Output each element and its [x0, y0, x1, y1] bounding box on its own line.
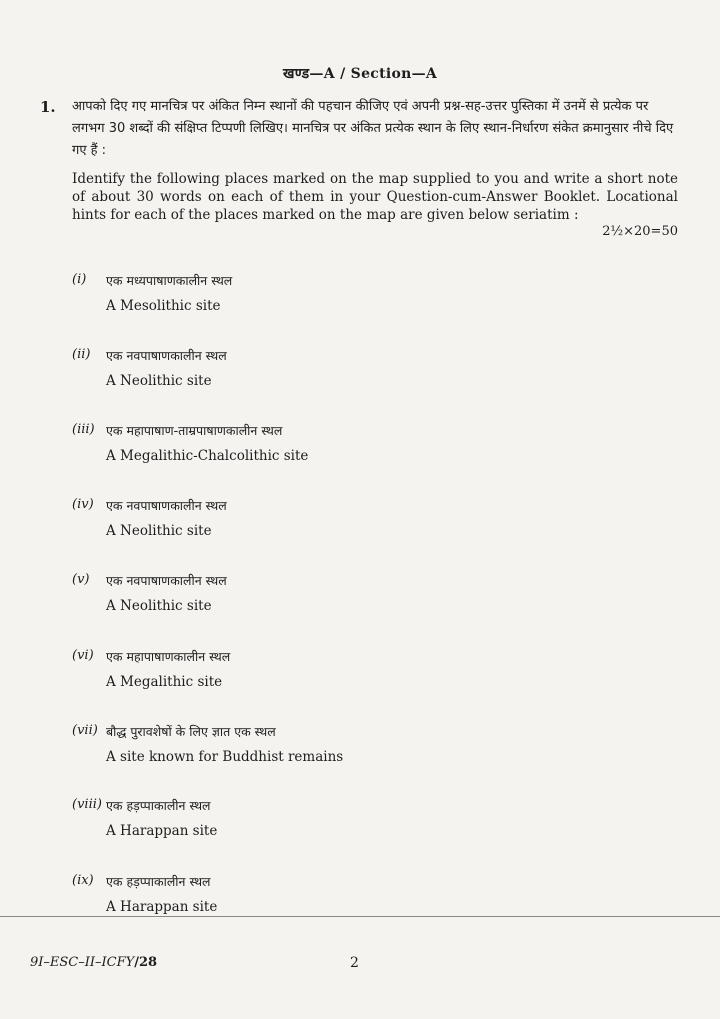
section-title: खण्ड—A / Section—A	[282, 66, 438, 82]
item-english: A Harappan site	[106, 899, 218, 915]
question-english-instructions: Identify the following places marked on the map supplied to you and write a short note of about 30 words on each of them in your Question-cum-Answer Booklet. Locational hints for each of the places marked on the map are given below seriatim :	[72, 171, 678, 223]
item-hindi: एक महापाषाणकालीन स्थल	[106, 649, 231, 664]
item-number: (i)	[72, 272, 87, 287]
item-hindi: एक महापाषाण-ताम्रपाषाणकालीन स्थल	[106, 423, 283, 438]
item-number: (viii)	[72, 797, 102, 812]
item-number: (iii)	[72, 422, 95, 437]
question-number: 1.	[40, 98, 56, 116]
item-number: (v)	[72, 572, 90, 587]
item-english: A Neolithic site	[106, 523, 212, 539]
item-hindi: एक हड़प्पाकालीन स्थल	[106, 874, 211, 889]
item-hindi: बौद्ध पुरावशेषों के लिए ज्ञात एक स्थल	[106, 724, 276, 739]
footer-divider	[0, 916, 720, 917]
item-english: A Mesolithic site	[106, 298, 221, 314]
page-number: 2	[350, 955, 359, 971]
paper-code-suffix: /28	[134, 955, 158, 970]
item-number: (ix)	[72, 873, 94, 888]
item-number: (ii)	[72, 347, 91, 362]
item-hindi: एक मध्यपाषाणकालीन स्थल	[106, 273, 233, 288]
item-english: A site known for Buddhist remains	[106, 749, 344, 765]
item-english: A Megalithic-Chalcolithic site	[106, 448, 309, 464]
item-number: (iv)	[72, 497, 94, 512]
item-hindi: एक नवपाषाणकालीन स्थल	[106, 498, 227, 513]
item-number: (vii)	[72, 723, 98, 738]
item-hindi: एक हड़प्पाकालीन स्थल	[106, 798, 211, 813]
question-hindi-instructions: आपको दिए गए मानचित्र पर अंकित निम्न स्थानों की पहचान कीजिए एवं अपनी प्रश्न-सह-उत्तर पुस्तिका में उनमें से प्रत्येक पर लगभग 30 शब्दों की संक्षिप्त टिप्पणी लिखिए। मानचित्र पर अंकित प्रत्येक स्थान के लिए स्थान-निर्धारण संकेत क्रमानुसार नीचे दिए गए हैं :	[72, 99, 674, 158]
item-number: (vi)	[72, 648, 94, 663]
item-hindi: एक नवपाषाणकालीन स्थल	[106, 348, 227, 363]
paper-code-text: 9I–ESC–II–ICFY	[30, 955, 135, 970]
item-english: A Harappan site	[106, 823, 218, 839]
item-english: A Megalithic site	[106, 674, 223, 690]
marks-allocation: 2½×20=50	[602, 224, 678, 239]
paper-code	[30, 955, 157, 970]
item-english: A Neolithic site	[106, 373, 212, 389]
item-hindi: एक नवपाषाणकालीन स्थल	[106, 573, 227, 588]
item-english: A Neolithic site	[106, 598, 212, 614]
